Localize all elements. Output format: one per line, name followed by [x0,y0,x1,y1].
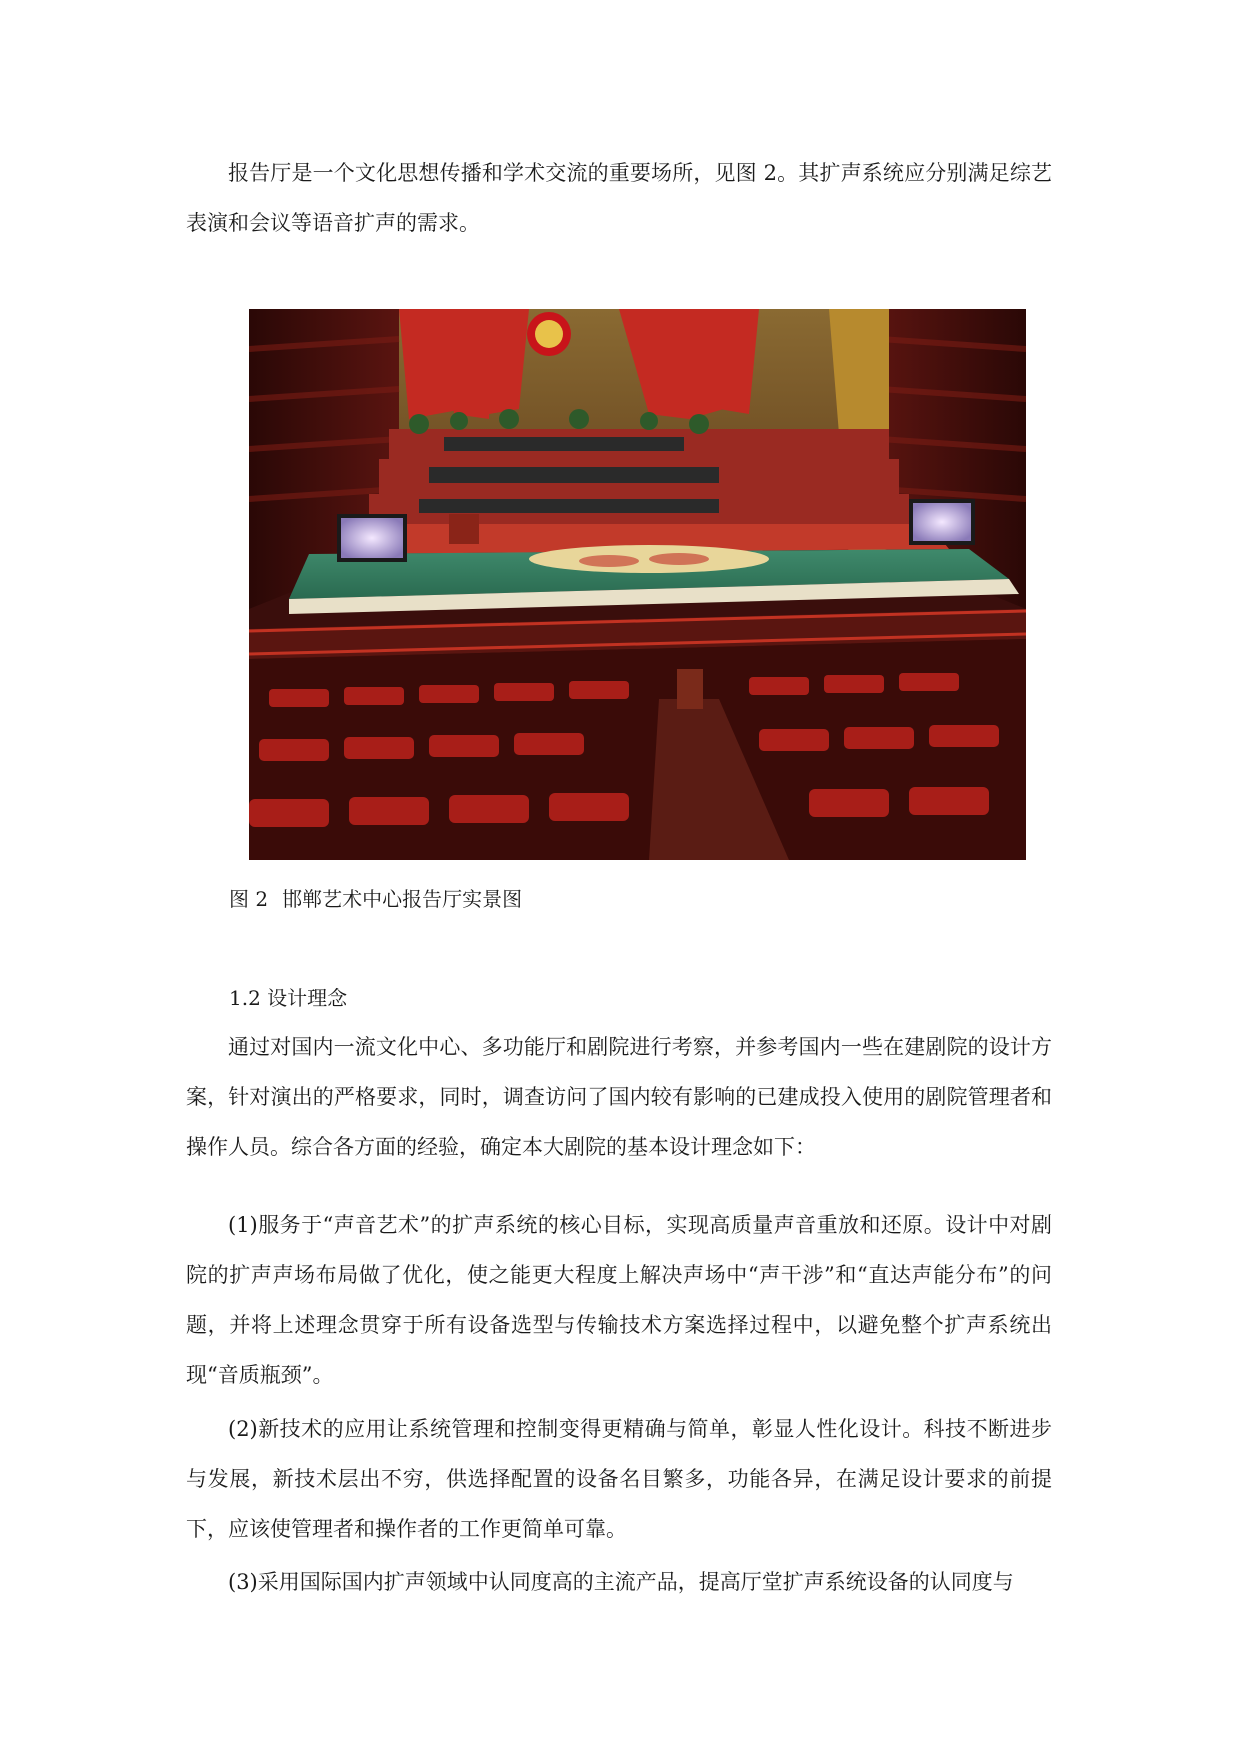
figure-caption [229,884,522,914]
auditorium-photo [249,309,1026,860]
section-heading: 1.2 设计理念 [229,986,348,1010]
intro-paragraph: 报告厅是一个文化思想传播和学术交流的重要场所，见图 2。其扩声系统应分别满足综艺表演和会议等语音扩声的需求。 [186,161,1052,235]
figure-number: 图 2 [229,887,269,911]
design-item-3: (3)采用国际国内扩声领域中认同度高的主流产品，提高厅堂扩声系统设备的认同度与 [228,1570,1014,1594]
section-intro-paragraph: 通过对国内一流文化中心、多功能厅和剧院进行考察，并参考国内一些在建剧院的设计方案，针对演出的严格要求，同时，调查访问了国内较有影响的已建成投入使用的剧院管理者和操作人员。综合各方面的经验，确定本大剧院的基本设计理念如下： [186,1035,1052,1159]
design-item-2: (2)新技术的应用让系统管理和控制变得更精确与简单，彰显人性化设计。科技不断进步与发展，新技术层出不穷，供选择配置的设备名目繁多，功能各异，在满足设计要求的前提下，应该使管理者和操作者的工作更简单可靠。 [186,1417,1052,1541]
figure-caption-text: 邯郸艺术中心报告厅实景图 [282,887,523,911]
design-item-1: (1)服务于“声音艺术”的扩声系统的核心目标，实现高质量声音重放和还原。设计中对剧院的扩声声场布局做了优化，使之能更大程度上解决声场中“声干涉”和“直达声能分布”的问题，并将上述理念贯穿于所有设备选型与传输技术方案选择过程中，以避免整个扩声系统出现“音质瓶颈”。 [186,1213,1052,1387]
